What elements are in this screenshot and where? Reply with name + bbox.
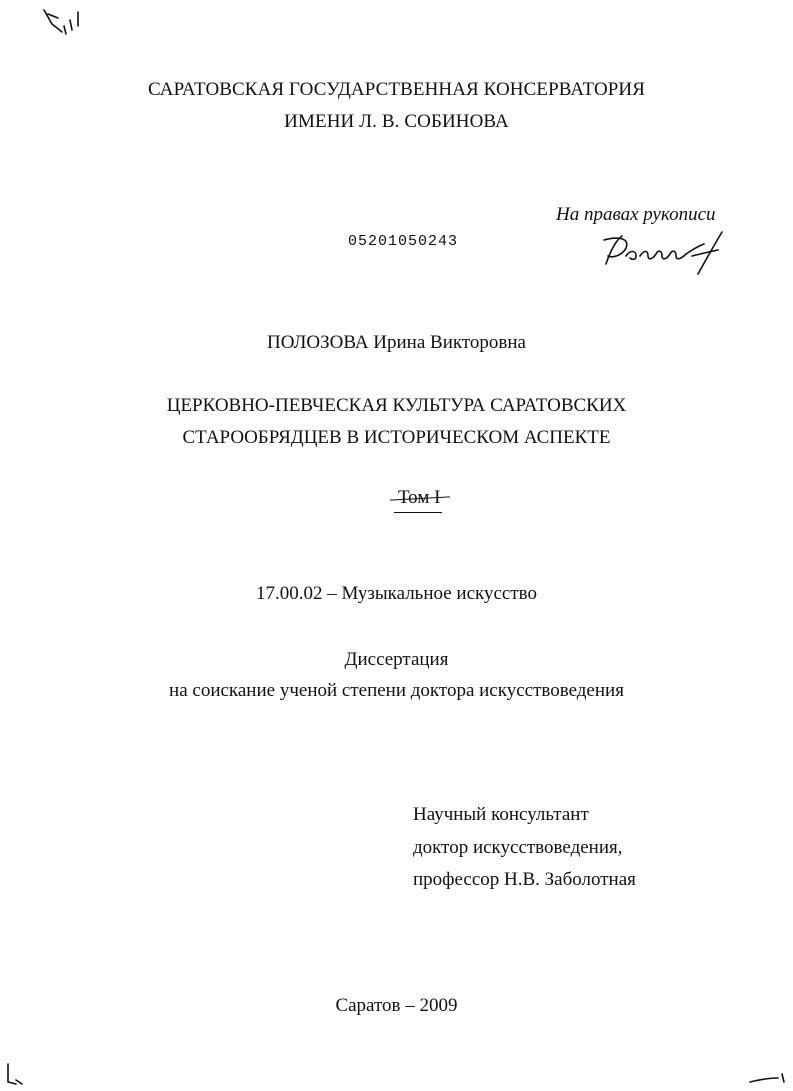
scan-mark-bottom-right — [748, 1070, 788, 1088]
advisor-degree: доктор искусствоведения, — [413, 837, 623, 858]
volume-text: Том I — [398, 487, 441, 508]
degree-sought: на соискание ученой степени доктора искусствоведения — [169, 680, 624, 701]
city-year: Саратов – 2009 — [335, 995, 458, 1016]
dissertation-title-line-1: ЦЕРКОВНО-ПЕВЧЕСКАЯ КУЛЬТУРА САРАТОВСКИХ — [166, 395, 627, 416]
dissertation-title-line-2: СТАРООБРЯДЦЕВ В ИСТОРИЧЕСКОМ АСПЕКТЕ — [182, 427, 611, 448]
handwritten-signature — [596, 226, 730, 278]
institution-line-1: САРАТОВСКАЯ ГОСУДАРСТВЕННАЯ КОНСЕРВАТОРИЯ — [147, 79, 646, 100]
registry-number: 05201050243 — [348, 233, 459, 250]
specialty-code: 17.00.02 – Музыкальное искусство — [255, 583, 538, 604]
scan-mark-top-left — [40, 4, 90, 38]
author-name: ПОЛОЗОВА Ирина Викторовна — [267, 332, 526, 353]
scan-mark-bottom-left — [4, 1062, 28, 1088]
advisor-name: профессор Н.В. Заболотная — [413, 869, 636, 890]
volume-underline — [394, 512, 442, 513]
rights-note: На правах рукописи — [556, 204, 716, 225]
volume-label — [388, 486, 454, 518]
document-type: Диссертация — [344, 649, 449, 670]
advisor-role: Научный консультант — [413, 804, 589, 825]
institution-line-2: ИМЕНИ Л. В. СОБИНОВА — [284, 111, 509, 132]
